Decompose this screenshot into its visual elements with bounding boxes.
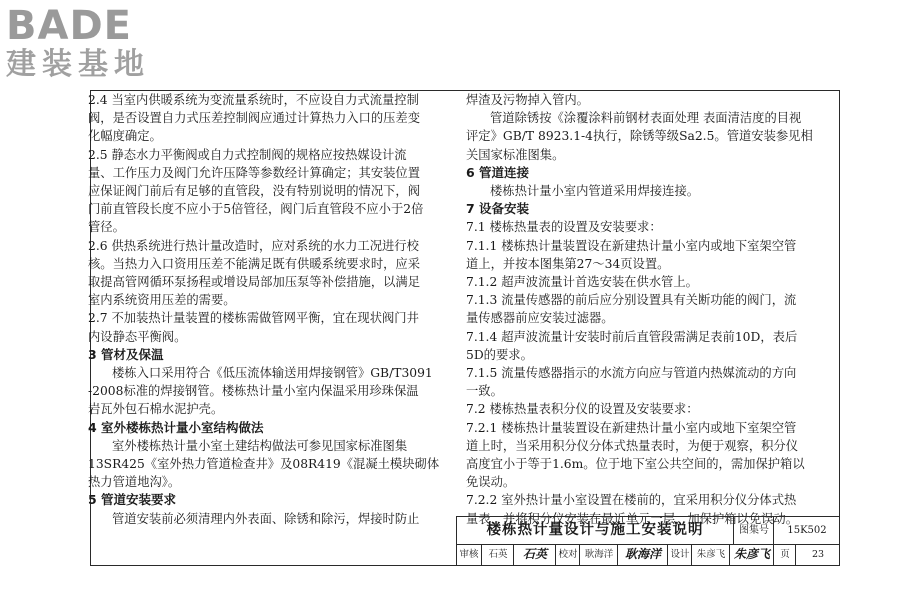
text-line: 7.1 楼栋热量表的设置及安装要求： xyxy=(466,220,662,235)
text-line: 2.7 不加装热计量装置的楼栋需做管网平衡，宜在现状阀门井 xyxy=(88,311,419,326)
text-line: 7.1.3 流量传感器的前后应分别设置具有关断功能的阀门，流 xyxy=(466,293,797,308)
page-number: 23 xyxy=(795,544,840,565)
text-line: 5D的要求。 xyxy=(466,347,533,362)
section-heading: 7 设备安装 xyxy=(466,201,530,217)
review-name: 石英 xyxy=(481,544,514,565)
text-line: 化幅度确定。 xyxy=(88,129,162,144)
text-line: 2.6 供热系统进行热计量改造时，应对系统的水力工况进行校 xyxy=(88,238,419,253)
text-line: 管径。 xyxy=(88,220,125,235)
check-label: 校对 xyxy=(555,544,580,565)
text-line: 2.4 当室内供暖系统为变流量系统时，不应设自力式流量控制 xyxy=(88,93,419,107)
section-heading: 6 管道连接 xyxy=(466,164,530,180)
page-label: 页 xyxy=(773,544,796,565)
text-line: 7.2 楼栋热量表积分仪的设置及安装要求： xyxy=(466,402,699,417)
atlas-number: 15K502 xyxy=(773,517,840,544)
text-line: 7.1.1 楼栋热计量装置设在新建热计量小室内或地下室架空管 xyxy=(466,238,797,253)
text-line: 管道除锈按《涂覆涂料前钢材表面处理 表面清洁度的目视 xyxy=(490,111,802,126)
section-heading: 5 管道安装要求 xyxy=(88,492,177,508)
text-line: 道上时，当采用积分仪分体式热量表时，为便于观察，积分仪 xyxy=(466,438,799,453)
logo-chinese: 建装基地 xyxy=(6,47,150,82)
title-block-row-main xyxy=(457,517,839,545)
text-line: 量表，并将积分仪安装在最近单元一层，加保护箱以免误动。 xyxy=(466,511,799,526)
text-line: 7.2.2 室外热计量小室设置在楼前的，宜采用积分仪分体式热 xyxy=(466,493,797,508)
text-line: 量、工作压力及阀门允许压降等参数经计算确定；其安装位置 xyxy=(88,165,421,180)
section-heading: 3 管材及保温 xyxy=(88,346,164,362)
text-line: 阀，是否设置自力式压差控制阀应通过计算热力入口的压差变 xyxy=(88,111,421,126)
left-text-column xyxy=(88,91,450,528)
text-line: 取提高管网循环泵扬程或增设局部加压泵等补偿措施，以满足 xyxy=(88,275,421,290)
text-line: 高度宜小于等于1.6m。位于地下室公共空间的，需加保护箱以 xyxy=(466,457,805,472)
text-line: 2.5 静态水力平衡阀或自力式控制阀的规格应按热媒设计流 xyxy=(88,147,407,162)
design-name: 朱彦飞 xyxy=(691,544,730,565)
right-text-column xyxy=(466,91,838,528)
logo xyxy=(6,4,176,82)
design-signature: 朱彦飞 xyxy=(729,544,774,565)
text-line: 7.1.5 流量传感器指示的水流方向应与管道内热媒流动的方向 xyxy=(466,366,797,381)
text-line: 道上，并按本图集第27～34页设置。 xyxy=(466,256,670,271)
text-line: 量传感器前应安装过滤器。 xyxy=(466,311,614,326)
check-name: 耿海洋 xyxy=(579,544,618,565)
review-signature: 石英 xyxy=(513,544,556,565)
text-line: 应保证阀门前后有足够的直管段，没有特别说明的情况下，阀 xyxy=(88,184,421,199)
text-line: 管道安装前必须清理内外表面、除锈和除污，焊接时防止 xyxy=(112,511,420,526)
text-line: 热力管道地沟》。 xyxy=(88,475,181,490)
text-line: 室内系统资用压差的需要。 xyxy=(88,293,236,308)
text-line: 室外楼栋热计量小室土建结构做法可参见国家标准图集 xyxy=(112,438,408,453)
text-line: 内设静态平衡阀。 xyxy=(88,329,187,344)
text-line: 7.2.1 楼栋热计量装置设在新建热计量小室内或地下室架空管 xyxy=(466,420,797,435)
section-heading: 4 室外楼栋热计量小室结构做法 xyxy=(88,419,264,435)
atlas-label: 图集号 xyxy=(733,517,774,544)
text-line: 关国家标准图集。 xyxy=(466,147,565,162)
logo-latin: BADE xyxy=(6,3,132,49)
text-line: -2008标准的焊接钢管。楼栋热计量小室内保温采用珍珠保温 xyxy=(88,384,419,399)
design-label: 设计 xyxy=(667,544,692,565)
drawing-title: 楼栋热计量设计与施工安装说明 xyxy=(486,522,704,538)
text-line: 焊渣及污物掉入管内。 xyxy=(466,93,589,107)
text-line: 岩瓦外包石棉水泥护壳。 xyxy=(88,402,224,417)
text-line: 一致。 xyxy=(466,384,503,399)
text-line: 门前直管段长度不应小于5倍管径，阀门后直管段不应小于2倍 xyxy=(88,202,424,217)
text-line: 评定》GB/T 8923.1-4执行，除锈等级Sa2.5。管道安装参见相 xyxy=(466,129,813,144)
title-block-row-signatures xyxy=(457,544,839,565)
text-line: 楼栋热计量小室内管道采用焊接连接。 xyxy=(490,184,700,199)
text-line: 7.1.4 超声波流量计安装时前后直管段需满足表前10D，表后 xyxy=(466,329,798,344)
check-signature: 耿海洋 xyxy=(617,544,668,565)
text-line: 免误动。 xyxy=(466,475,516,490)
title-block xyxy=(456,516,840,566)
text-line: 13SR425《室外热力管道检查井》及08R419《混凝土模块砌体 xyxy=(88,457,440,472)
text-line: 7.1.2 超声波流量计首选安装在供水管上。 xyxy=(466,275,698,290)
text-line: 核。当热力入口资用压差不能满足既有供暖系统要求时，应采 xyxy=(88,256,421,271)
text-line: 楼栋入口采用符合《低压流体输送用焊接钢管》GB/T3091 xyxy=(112,366,433,381)
review-label: 审核 xyxy=(459,549,479,560)
